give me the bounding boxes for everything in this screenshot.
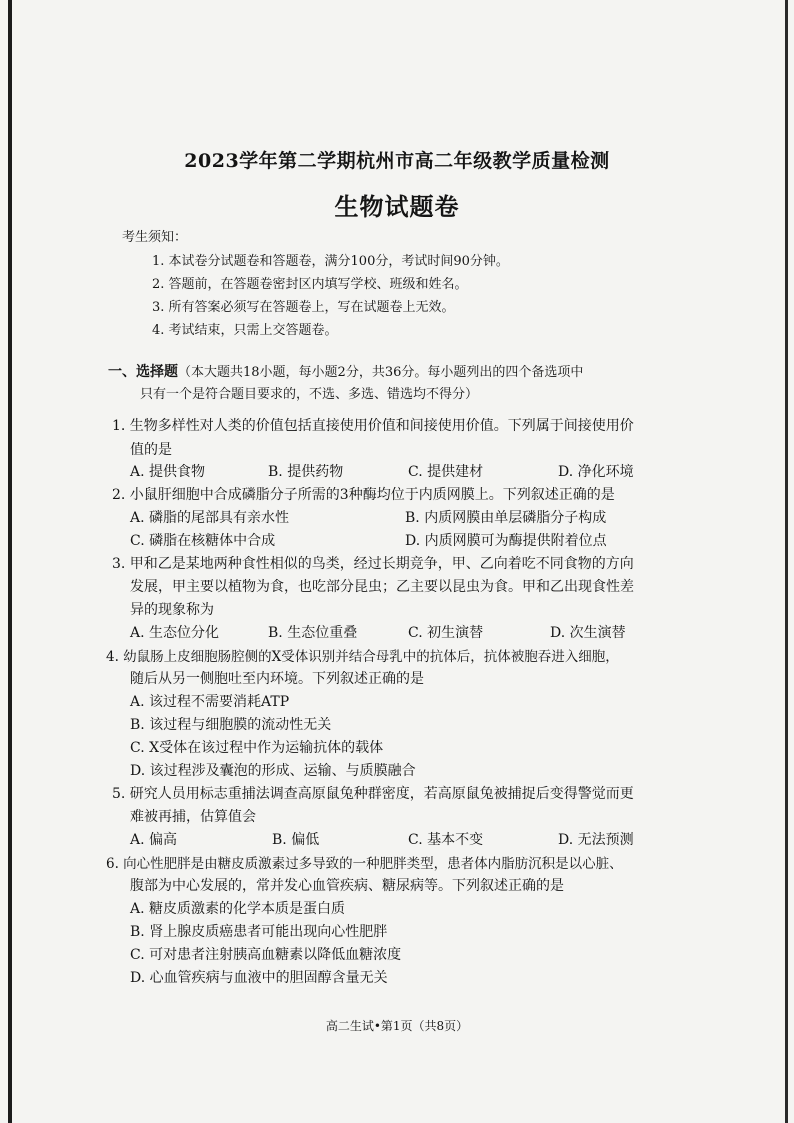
- question-2-option-c: C. 磷脂在核糖体中合成: [130, 533, 276, 549]
- question-1-option-b: B. 提供药物: [268, 464, 344, 480]
- page-footer: 高二生试•第1页（共8页）: [325, 1019, 469, 1033]
- question-3-option-b: B. 生态位重叠: [268, 625, 358, 641]
- question-4-option-c: C. X受体在该过程中作为运输抗体的载体: [130, 740, 384, 756]
- section-title: 一、选择题: [108, 364, 178, 380]
- section-header: [108, 361, 583, 381]
- question-2-stem: 2. 小鼠肝细胞中合成磷脂分子所需的3种酶均位于内质网膜上。下列叙述正确的是: [112, 487, 615, 503]
- question-5-option-c: C. 基本不变: [408, 832, 484, 848]
- question-3-stem: 发展，甲主要以植物为食，也吃部分昆虫；乙主要以昆虫为食。甲和乙出现食性差: [130, 579, 634, 595]
- question-1-stem: 值的是: [130, 442, 172, 458]
- question-3-option-c: C. 初生演替: [408, 625, 484, 641]
- question-5-option-a: A. 偏高: [130, 832, 178, 848]
- question-1-option-c: C. 提供建材: [408, 464, 484, 480]
- question-6-stem: 腹部为中心发展的，常并发心血管疾病、糖尿病等。下列叙述正确的是: [130, 878, 564, 894]
- question-1-option-d: D. 净化环境: [558, 464, 634, 480]
- notice-item: 2. 答题前，在答题卷密封区内填写学校、班级和姓名。: [152, 277, 468, 292]
- question-6-stem: 6. 向心性肥胖是由糖皮质激素过多导致的一种肥胖类型，患者体内脂肪沉积是以心脏、: [106, 856, 623, 872]
- exam-subtitle: 生物试题卷: [334, 192, 460, 221]
- notice-item: 4. 考试结束，只需上交答题卷。: [152, 323, 338, 338]
- question-3-option-a: A. 生态位分化: [130, 625, 220, 641]
- notice-heading: 考生须知：: [122, 230, 188, 245]
- notice-item: 1. 本试卷分试题卷和答题卷，满分100分，考试时间90分钟。: [152, 254, 509, 269]
- question-5-option-b: B. 偏低: [272, 832, 320, 848]
- section-description: （本大题共18小题，每小题2分，共36分。每小题列出的四个备选项中: [178, 365, 584, 380]
- question-5-option-d: D. 无法预测: [558, 832, 634, 848]
- question-6-option-a: A. 糖皮质激素的化学本质是蛋白质: [130, 901, 346, 917]
- question-3-option-d: D. 次生演替: [550, 625, 626, 641]
- question-4-option-b: B. 该过程与细胞膜的流动性无关: [130, 717, 332, 733]
- question-2-option-b: B. 内质网膜由单层磷脂分子构成: [405, 510, 607, 526]
- section-description: 只有一个是符合题目要求的，不选、多选、错选均不得分）: [140, 387, 479, 402]
- question-6-option-c: C. 可对患者注射胰高血糖素以降低血糖浓度: [130, 947, 402, 963]
- question-4-option-a: A. 该过程不需要消耗ATP: [130, 694, 290, 710]
- question-4-stem: 4. 幼鼠肠上皮细胞肠腔侧的X受体识别并结合母乳中的抗体后，抗体被胞吞进入细胞，: [106, 649, 619, 665]
- question-2-option-a: A. 磷脂的尾部具有亲水性: [130, 510, 290, 526]
- exam-title: 2023学年第二学期杭州市高二年级教学质量检测: [184, 150, 610, 172]
- notice-item: 3. 所有答案必须写在答题卷上，写在试题卷上无效。: [152, 300, 455, 315]
- question-2-option-d: D. 内质网膜可为酶提供附着位点: [405, 533, 607, 549]
- question-1-option-a: A. 提供食物: [130, 464, 206, 480]
- question-1-stem: 1. 生物多样性对人类的价值包括直接使用价值和间接使用价值。下列属于间接使用价: [112, 418, 634, 434]
- question-4-option-d: D. 该过程涉及囊泡的形成、运输、与质膜融合: [130, 763, 416, 779]
- question-6-option-d: D. 心血管疾病与血液中的胆固醇含量无关: [130, 970, 388, 986]
- question-3-stem: 3. 甲和乙是某地两种食性相似的鸟类，经过长期竞争，甲、乙向着吃不同食物的方向: [112, 556, 634, 572]
- question-4-stem: 随后从另一侧胞吐至内环境。下列叙述正确的是: [130, 671, 424, 687]
- question-5-stem: 难被再捕，估算值会: [130, 809, 256, 825]
- question-5-stem: 5. 研究人员用标志重捕法调查高原鼠兔种群密度，若高原鼠兔被捕捉后变得警觉而更: [112, 786, 634, 802]
- question-6-option-b: B. 肾上腺皮质癌患者可能出现向心性肥胖: [130, 924, 388, 940]
- question-3-stem: 异的现象称为: [130, 602, 214, 618]
